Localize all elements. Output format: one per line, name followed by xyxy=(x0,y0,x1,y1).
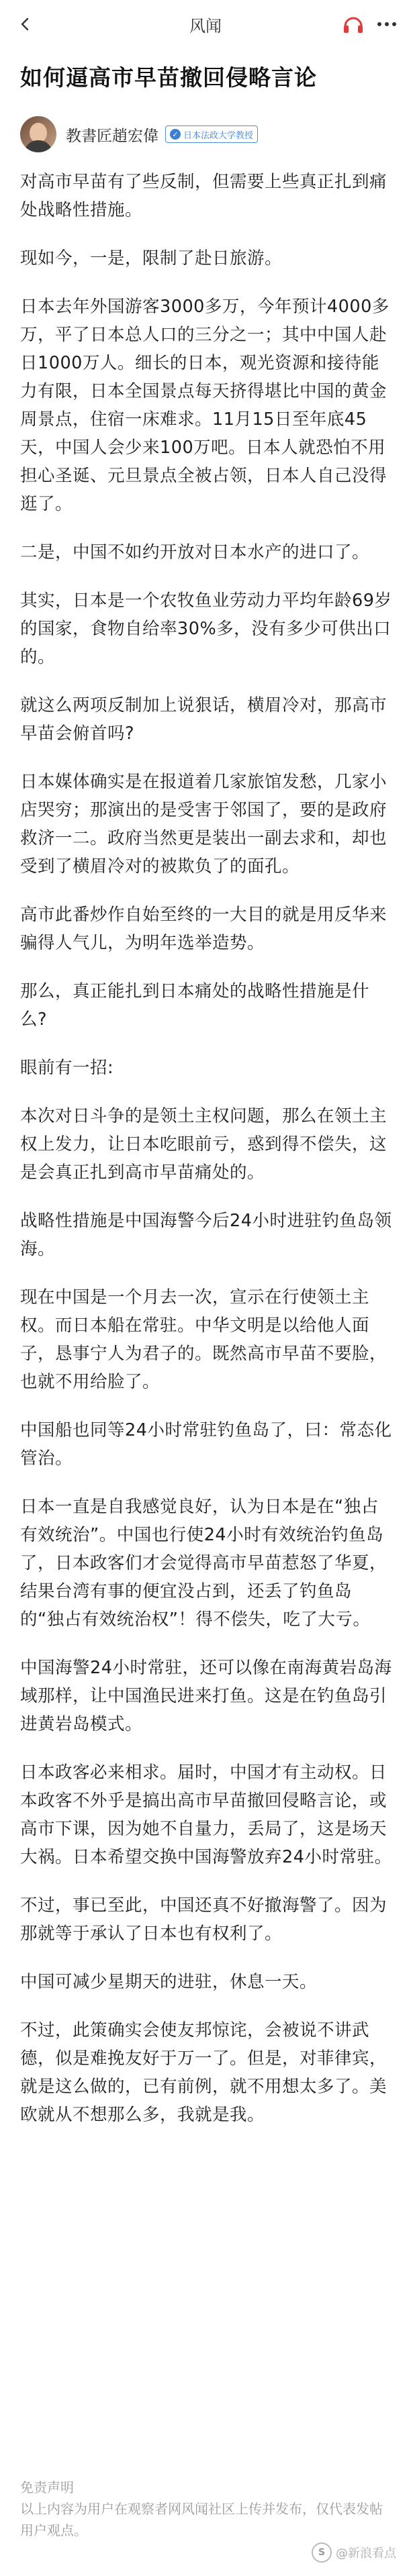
disclaimer-title: 免责声明 xyxy=(20,2479,74,2495)
paragraph: 中国可减少星期天的进驻，休息一天。 xyxy=(20,1972,318,1992)
verified-icon: ✓ xyxy=(170,129,181,140)
author-row[interactable] xyxy=(20,115,258,153)
more-button[interactable] xyxy=(372,9,402,39)
top-bar xyxy=(0,0,411,48)
article-title: 如何逼高市早苗撤回侵略言论 xyxy=(20,64,317,91)
back-button[interactable] xyxy=(12,11,39,38)
avatar[interactable] xyxy=(20,116,56,152)
paragraph: 其实，日本是一个农牧鱼业劳动力平均年龄69岁的国家，食物自给率30%多，没有多少可供出口的。 xyxy=(20,591,392,667)
app-title: 风闻 xyxy=(189,16,222,36)
paragraph: 现如今，一是，限制了赴日旅游。 xyxy=(20,248,283,268)
more-dots-icon xyxy=(377,21,397,27)
sina-logo-icon: S xyxy=(312,2542,332,2563)
watermark-text: @新浪看点 xyxy=(336,2546,396,2561)
paragraph: 战略性措施是中国海警今后24小时进驻钓鱼岛领海。 xyxy=(20,1211,392,1259)
top-actions xyxy=(338,9,402,39)
author-badge xyxy=(165,126,258,143)
paragraph: 中国海警24小时常驻，还可以像在南海黄岩岛海域那样，让中国渔民进来打鱼。这是在钓鱼岛引进黄岩岛模式。 xyxy=(20,1658,392,1734)
author-badge-label: 日本法政大学教授 xyxy=(183,130,254,141)
paragraph: 不过，事已至此，中国还真不好撤海警了。因为那就等于承认了日本也有权利了。 xyxy=(20,1895,387,1944)
paragraph: 中国船也同等24小时常驻钓鱼岛了，曰：常态化管治。 xyxy=(20,1420,392,1469)
paragraph: 本次对日斗争的是领土主权问题，那么在领土主权上发力，让日本吃眼前亏，惑到得不偿失，这是会真正扎到高市早苗痛处的。 xyxy=(20,1106,387,1183)
paragraph: 高市此番炒作自始至终的一大目的就是用反华来骗得人气儿，为明年选举造势。 xyxy=(20,905,387,953)
paragraph: 日本去年外国游客3000多万，今年预计4000多万，平了日本总人口的三分之一；其中中国人赴日1000万人。细长的日本，观光资源和接待能力有限，日本全国景点每天挤得堪比中国的黄金周景点，住宿一床难求。11月15日至年底45天，中国人会少来100万吧。日本人就恐怕不用担心圣诞、元旦景点全被占领，日本人自己没得逛了。 xyxy=(20,297,390,514)
paragraph: 对高市早苗有了些反制，但需要上些真正扎到痛处战略性措施。 xyxy=(20,172,387,220)
audio-button[interactable] xyxy=(338,9,368,39)
author-name[interactable]: 教書匠趙宏偉 xyxy=(66,127,158,145)
paragraph: 日本媒体确实是在报道着几家旅馆发愁，几家小店哭穷；那演出的是受害于邻国了，要的是政府救济一二。政府当然更是装出一副去求和，却也受到了横眉冷对的被欺负了的面孔。 xyxy=(20,772,387,877)
article-body xyxy=(20,168,394,2149)
watermark xyxy=(312,2542,396,2563)
paragraph: 二是，中国不如约开放对日本水产的进口了。 xyxy=(20,542,370,562)
chevron-left-icon xyxy=(18,17,33,32)
paragraph: 现在中国是一个月去一次，宣示在行使领土主权。而日本船在常驻。中华文明是以给他人面子，恳事宁人为君子的。既然高市早苗不要脸，也就不用给脸了。 xyxy=(20,1287,387,1392)
headphones-icon xyxy=(342,13,365,36)
paragraph: 那么，真正能扎到日本痛处的战略性措施是什么? xyxy=(20,981,370,1030)
paragraph: 就这么两项反制加上说狠话，横眉冷对，那高市早苗会俯首吗? xyxy=(20,695,387,744)
paragraph: 日本一直是自我感觉良好，认为日本是在“独占有效统治”。中国也行使24小时有效统治钓鱼岛了，日本政客们才会觉得高市早苗惹怒了华夏，结果台湾有事的便宜没占到，还丢了钓鱼岛的“独占有效统治权”！得不偿失，吃了大亏。 xyxy=(20,1497,387,1630)
disclaimer xyxy=(20,2477,394,2541)
paragraph: 不过，此策确实会使友邦惊诧，会被说不讲武德，似是难挽友好于万一了。但是，对菲律宾，就是这么做的，已有前例，就不用想太多了。美欧就从不想那么多，我就是我。 xyxy=(20,2020,387,2125)
paragraph: 日本政客必来相求。届时，中国才有主动权。日本政客不外乎是搞出高市早苗撤回侵略言论，或高市下课，因为她不自量力，丢局了，这是场天大祸。日本希望交换中国海警放弃24小时常驻。 xyxy=(20,1763,392,1867)
disclaimer-body: 以上内容为用户在观察者网风闻社区上传并发布，仅代表发帖用户观点。 xyxy=(20,2501,383,2538)
paragraph: 眼前有一招: xyxy=(20,1058,114,1078)
